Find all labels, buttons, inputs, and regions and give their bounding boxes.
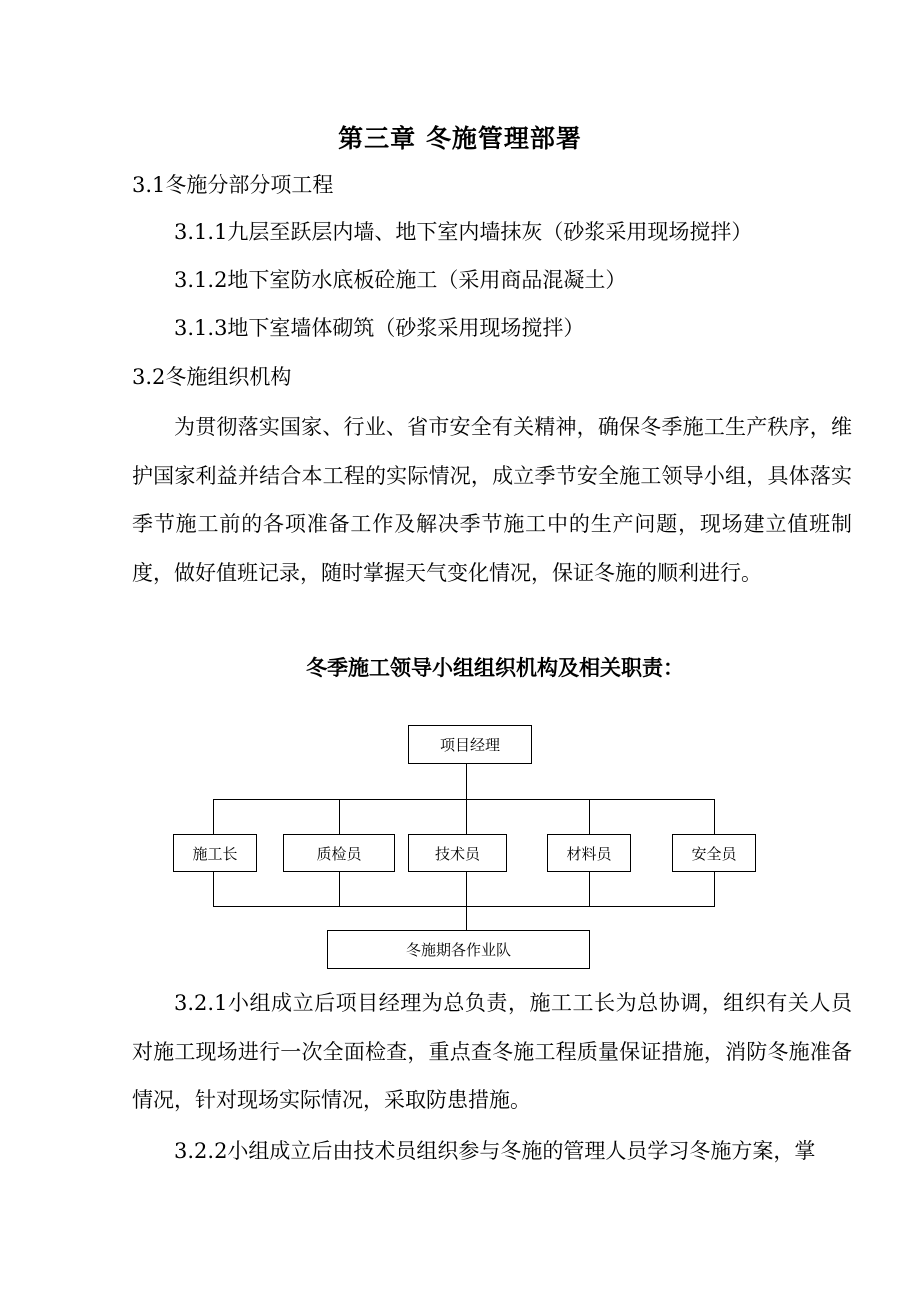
section-3-1-3: 3.1.3地下室墙体砌筑（砂浆采用现场搅拌） — [174, 316, 585, 340]
section-3-1-1: 3.1.1九层至跃层内墙、地下室内墙抹灰（砂浆采用现场搅拌） — [174, 220, 753, 244]
org-box-quality-inspector: 质检员 — [283, 834, 395, 872]
org-box-safety-officer: 安全员 — [672, 834, 756, 872]
org-box-work-teams: 冬施期各作业队 — [327, 930, 590, 969]
chapter-title: 第三章 冬施管理部署 — [338, 124, 582, 153]
section-3-2-heading: 3.2冬施组织机构 — [132, 365, 292, 389]
org-chart-title: 冬季施工领导小组组织机构及相关职责： — [306, 655, 684, 680]
org-box-material-clerk: 材料员 — [547, 834, 631, 872]
section-3-2-paragraph: 为贯彻落实国家、行业、省市安全有关精神，确保冬季施工生产秩序，维护国家利益并结合本工程的实际情况，成立季节安全施工领导小组，具体落实季节施工前的各项准备工作及解决季节施工中的生产问题，现场建立值班制度，做好值班记录，随时掌握天气变化情况，保证冬施的顺利进行。 — [132, 415, 852, 585]
org-box-technician: 技术员 — [408, 834, 507, 872]
connector-line — [466, 906, 467, 931]
connector-line — [213, 799, 714, 800]
section-3-1-2: 3.1.2地下室防水底板砼施工（采用商品混凝土） — [174, 268, 627, 292]
connector-line — [466, 764, 467, 800]
section-3-2-1: 3.2.1小组成立后项目经理为总负责，施工工长为总协调，组织有关人员对施工现场进行一次全面检查，重点查冬施工程质量保证措施，消防冬施准备情况，针对现场实际情况，采取防患措施。 — [132, 991, 852, 1112]
org-box-project-manager: 项目经理 — [408, 725, 532, 764]
org-box-construction-chief: 施工长 — [173, 834, 257, 872]
connector-line — [213, 906, 715, 907]
section-3-1-heading: 3.1冬施分部分项工程 — [132, 173, 334, 197]
section-3-2-2: 3.2.2小组成立后由技术员组织参与冬施的管理人员学习冬施方案，掌 — [174, 1139, 816, 1163]
